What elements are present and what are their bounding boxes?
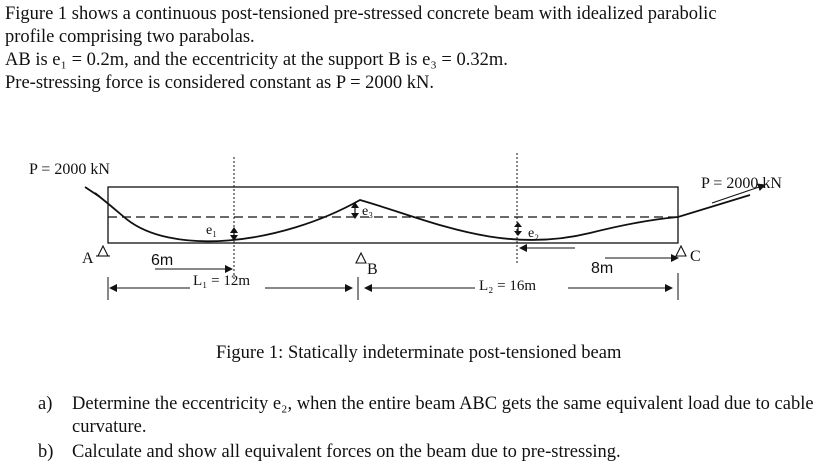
support-label-c: C	[690, 248, 701, 265]
question-item	[38, 441, 828, 464]
support-b	[356, 253, 366, 263]
support-label-a: A	[82, 250, 94, 267]
support-a	[96, 246, 110, 256]
problem-statement	[5, 3, 833, 95]
intro-line-3: AB is e₁ = 0.2m, and the eccentricity at the support B is e₃ = 0.32m.	[5, 50, 508, 70]
beam-outline	[108, 187, 678, 243]
e3-label: e₃	[362, 204, 374, 219]
dim-8m-label: 8m	[591, 260, 614, 277]
question-text: Determine the eccentricity e₂, when the entire beam ABC gets the same equivalent load due to cable curvature.	[72, 394, 814, 437]
question-item	[38, 393, 828, 439]
support-c	[676, 246, 686, 256]
tendon-end-left	[85, 187, 100, 197]
question-letter: a)	[38, 394, 53, 414]
force-label-right: P = 2000 kN	[701, 175, 782, 192]
question-text: Calculate and show all equivalent forces on the beam due to pre-stressing.	[72, 442, 621, 462]
intro-line-1: Figure 1 shows a continuous post-tensioned pre-stressed concrete beam with idealized parabolic	[5, 4, 717, 24]
question-list	[38, 393, 828, 466]
support-label-b: B	[367, 261, 378, 278]
dim-6m-label: 6m	[151, 252, 174, 269]
intro-line-2: profile comprising two parabolas.	[5, 27, 255, 47]
e2-label: e₂	[528, 226, 540, 241]
question-letter: b)	[38, 442, 54, 462]
force-label-left: P = 2000 kN	[29, 161, 110, 178]
span-l1-label: L₁ = 12m	[193, 273, 251, 289]
figure-caption: Figure 1: Statically indeterminate post-tensioned beam	[216, 343, 622, 363]
e2-marker	[514, 222, 522, 236]
span-l2-label: L₂ = 16m	[479, 278, 537, 294]
intro-line-4: Pre-stressing force is considered constant as P = 2000 kN.	[5, 73, 434, 93]
beam-diagram	[0, 145, 837, 310]
e1-label: e₁	[206, 223, 218, 238]
